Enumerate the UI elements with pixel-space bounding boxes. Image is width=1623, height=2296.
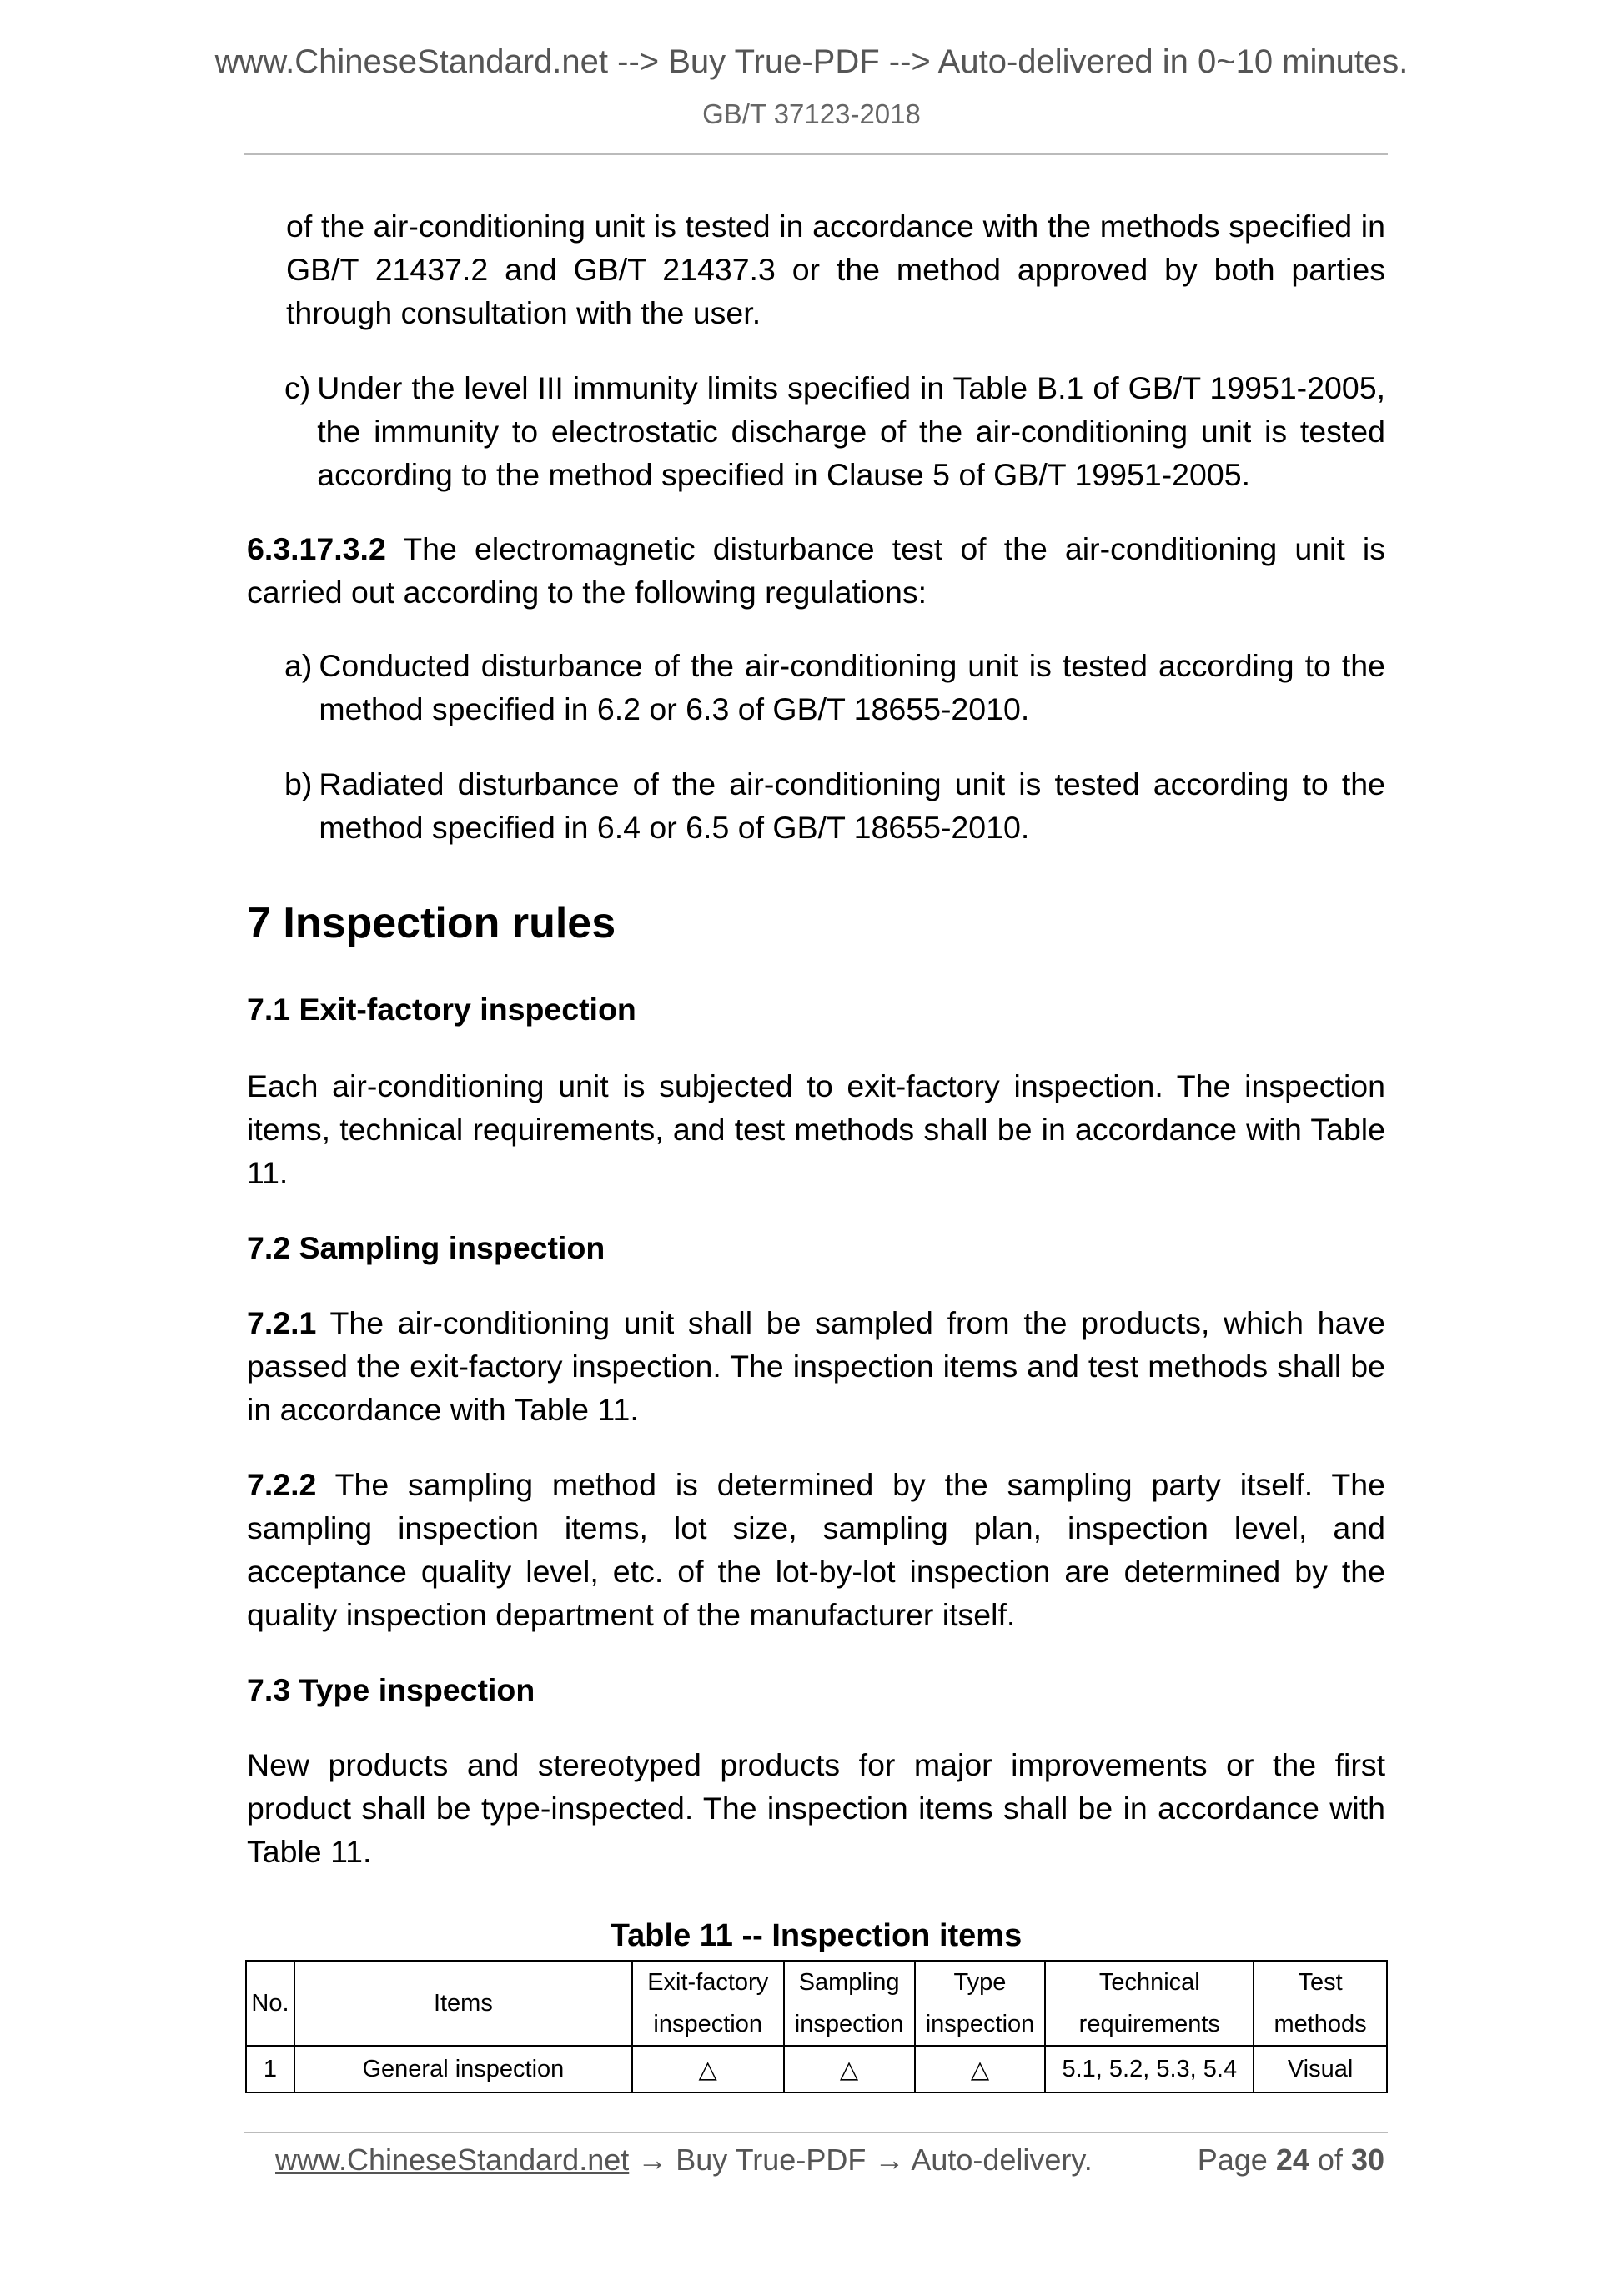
list-label: c) (284, 370, 311, 405)
cell-sampling: △ (784, 2046, 915, 2093)
list-label: b) (284, 766, 313, 801)
cell-item: General inspection (294, 2046, 632, 2093)
table-caption: Table 11 -- Inspection items (610, 1918, 1023, 1953)
section-7-1-text: Each air-conditioning unit is subjected to exit-factory inspection. The inspection items, technical requirements, and test methods shall be in accordance with Table 11. (247, 1068, 1385, 1190)
cell-technical: 5.1, 5.2, 5.3, 5.4 (1045, 2046, 1254, 2093)
list-item-c (284, 366, 1385, 496)
page-total: 30 (1350, 2143, 1384, 2177)
section-7-1-heading: 7.1 Exit-factory inspection (247, 992, 636, 1027)
header-no: No. (246, 1961, 294, 2046)
clause-number: 6.3.17.3.2 (247, 531, 386, 566)
of-label: of (1317, 2143, 1343, 2177)
section-7-heading: 7 Inspection rules (247, 899, 616, 947)
list-item-b (284, 762, 1385, 849)
header-line: inspection (653, 2011, 762, 2037)
table-row (246, 2046, 1387, 2093)
page-content (247, 204, 1385, 1873)
header-line: inspection (925, 2011, 1035, 2037)
clause-text: The sampling method is determined by the sampling party itself. The sampling inspection items, lot size, sampling plan, inspection level, and acceptance quality level, etc. of the lot-by-lot inspection are determined by the quality inspection department of the manufacturer itself. (247, 1467, 1385, 1632)
table-header-row (246, 1961, 1387, 2046)
header-sampling (784, 1961, 915, 2046)
header-line: Type (953, 1969, 1007, 1996)
footer-divider (244, 2132, 1388, 2133)
header-type (915, 1961, 1046, 2046)
clause-number: 7.2.1 (247, 1305, 317, 1340)
header-line: methods (1274, 2011, 1367, 2037)
footer (275, 2139, 1384, 2181)
header-technical (1045, 1961, 1254, 2046)
continued-paragraph: of the air-conditioning unit is tested in accordance with the methods specified in GB/T 21437.2 and GB/T 21437.3 or the method approved by both parties through consultation with the user. (286, 208, 1385, 330)
footer-site-link[interactable]: www.ChineseStandard.net (275, 2143, 630, 2177)
page-number: 24 (1275, 2143, 1309, 2177)
header-standard-id: GB/T 37123-2018 (702, 98, 921, 129)
header-line: Sampling (798, 1969, 900, 1996)
clause-text: The electromagnetic disturbance test of the air-conditioning unit is carried out according to the following regulations: (247, 531, 1385, 610)
header-exit-factory (632, 1961, 784, 2046)
list-text: Radiated disturbance of the air-conditioning unit is tested according to the method specified in 6.4 or 6.5 of GB/T 18655-2010. (319, 766, 1385, 845)
section-7-2-heading: 7.2 Sampling inspection (247, 1230, 605, 1265)
section-7-3-heading: 7.3 Type inspection (247, 1672, 535, 1707)
header-divider (244, 153, 1388, 155)
clause-number: 7.2.2 (247, 1467, 317, 1502)
clause-7-2-1 (247, 1301, 1385, 1431)
clause-text: The air-conditioning unit shall be sampled from the products, which have passed the exit-factory inspection. The inspection items and test methods shall be in accordance with Table 11. (247, 1305, 1385, 1427)
header-test-methods (1254, 1961, 1387, 2046)
inspection-items-table (245, 1960, 1388, 2093)
header-line: Exit-factory (647, 1969, 769, 1996)
list-text: Under the level III immunity limits specified in Table B.1 of GB/T 19951-2005, the immunity to electrostatic discharge of the air-conditioning unit is tested according to the method specified in Clause 5 of GB/T 19951-2005. (317, 370, 1385, 492)
header-line: Technical (1098, 1969, 1200, 1996)
clause-6-3-17-3-2 (247, 527, 1385, 614)
header-line: inspection (794, 2011, 904, 2037)
header-items: Items (294, 1961, 632, 2046)
list-text: Conducted disturbance of the air-conditioning unit is tested according to the method specified in 6.2 or 6.3 of GB/T 18655-2010. (319, 648, 1385, 726)
page-label: Page (1197, 2143, 1268, 2177)
page-indicator (1198, 2139, 1384, 2181)
header-line: Test (1298, 1969, 1343, 1996)
list-item-a (284, 644, 1385, 731)
list-label: a) (284, 648, 313, 683)
footer-tagline: → Buy True-PDF → Auto-delivery. (629, 2143, 1093, 2177)
clause-7-2-2 (247, 1463, 1385, 1636)
header-banner: www.ChineseStandard.net --> Buy True-PDF --> Auto-delivered in 0~10 minutes. (214, 43, 1409, 80)
cell-type: △ (915, 2046, 1046, 2093)
cell-test-method: Visual (1254, 2046, 1387, 2093)
section-7-3-text: New products and stereotyped products for major improvements or the first product shall be type-inspected. The inspection items shall be in accordance with Table 11. (247, 1747, 1385, 1869)
cell-no: 1 (246, 2046, 294, 2093)
cell-exit-factory: △ (632, 2046, 784, 2093)
header-line: requirements (1078, 2011, 1220, 2037)
